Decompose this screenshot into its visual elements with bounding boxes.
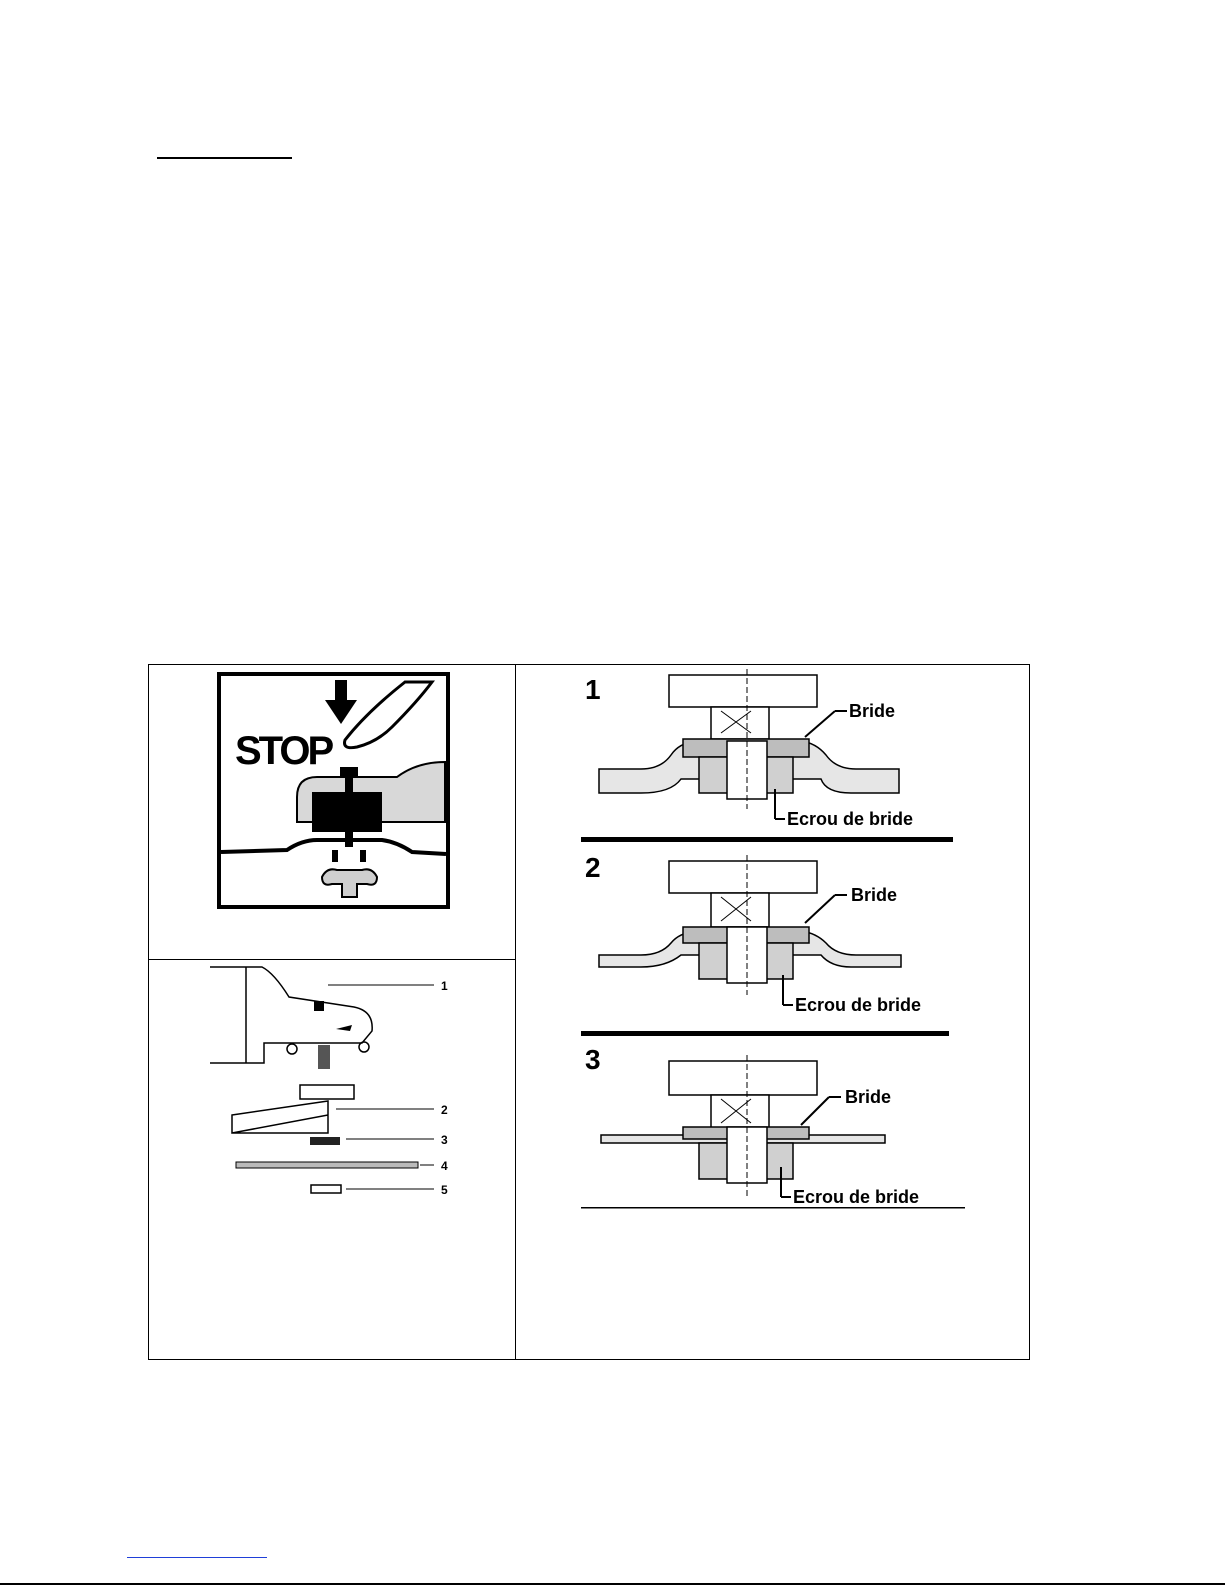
figure-table [148, 664, 1030, 1360]
row-divider [149, 959, 515, 960]
ecrou-label-1: Ecrou de bride [787, 809, 914, 829]
callout-2: 2 [441, 1103, 448, 1117]
direction-arrow-icon [336, 1025, 352, 1031]
grinder-outline [210, 967, 372, 1063]
section-bottom-rule [581, 1207, 965, 1209]
ecrou-label-2: Ecrou de bride [795, 995, 922, 1015]
spindle-thread [318, 1045, 330, 1069]
section-divider-1 [581, 837, 953, 842]
bride-label-2: Bride [851, 885, 898, 905]
section-number-2: 2 [585, 852, 601, 883]
callout-5: 5 [441, 1183, 448, 1197]
column-divider [515, 665, 516, 1359]
bride-label-3: Bride [845, 1087, 892, 1107]
ecrou-label-3: Ecrou de bride [793, 1187, 920, 1207]
flange-cross-sections [581, 669, 981, 1219]
flange-section-1 [581, 669, 953, 842]
callout-4: 4 [441, 1159, 448, 1173]
guard-collar [300, 1085, 354, 1099]
spindle-lock-pictogram [217, 672, 450, 909]
bride-label-1: Bride [849, 701, 896, 721]
section-number-3: 3 [585, 1044, 601, 1075]
callout-1: 1 [441, 979, 448, 993]
flange-section-3 [581, 1044, 965, 1209]
section-number-1: 1 [585, 674, 601, 705]
inner-flange [310, 1137, 340, 1145]
exploded-assembly-drawing [204, 963, 464, 1203]
arrow-shaft [335, 680, 347, 702]
section-divider-2 [581, 1031, 949, 1036]
callout-3: 3 [441, 1133, 448, 1147]
spindle-pin-left [332, 850, 338, 862]
plunger-head [340, 767, 358, 777]
flange-section-2 [581, 852, 949, 1036]
spindle-pin-right [360, 850, 366, 862]
outer-nut [311, 1185, 341, 1193]
footer-link-underline[interactable] [127, 1557, 267, 1558]
plunger-shaft [345, 777, 353, 847]
spindle-lock-button [314, 1001, 324, 1011]
guard-shape [232, 1101, 328, 1133]
disc-shape [236, 1162, 418, 1168]
section-heading-underline [157, 157, 292, 159]
stop-label: STOP [235, 729, 332, 773]
